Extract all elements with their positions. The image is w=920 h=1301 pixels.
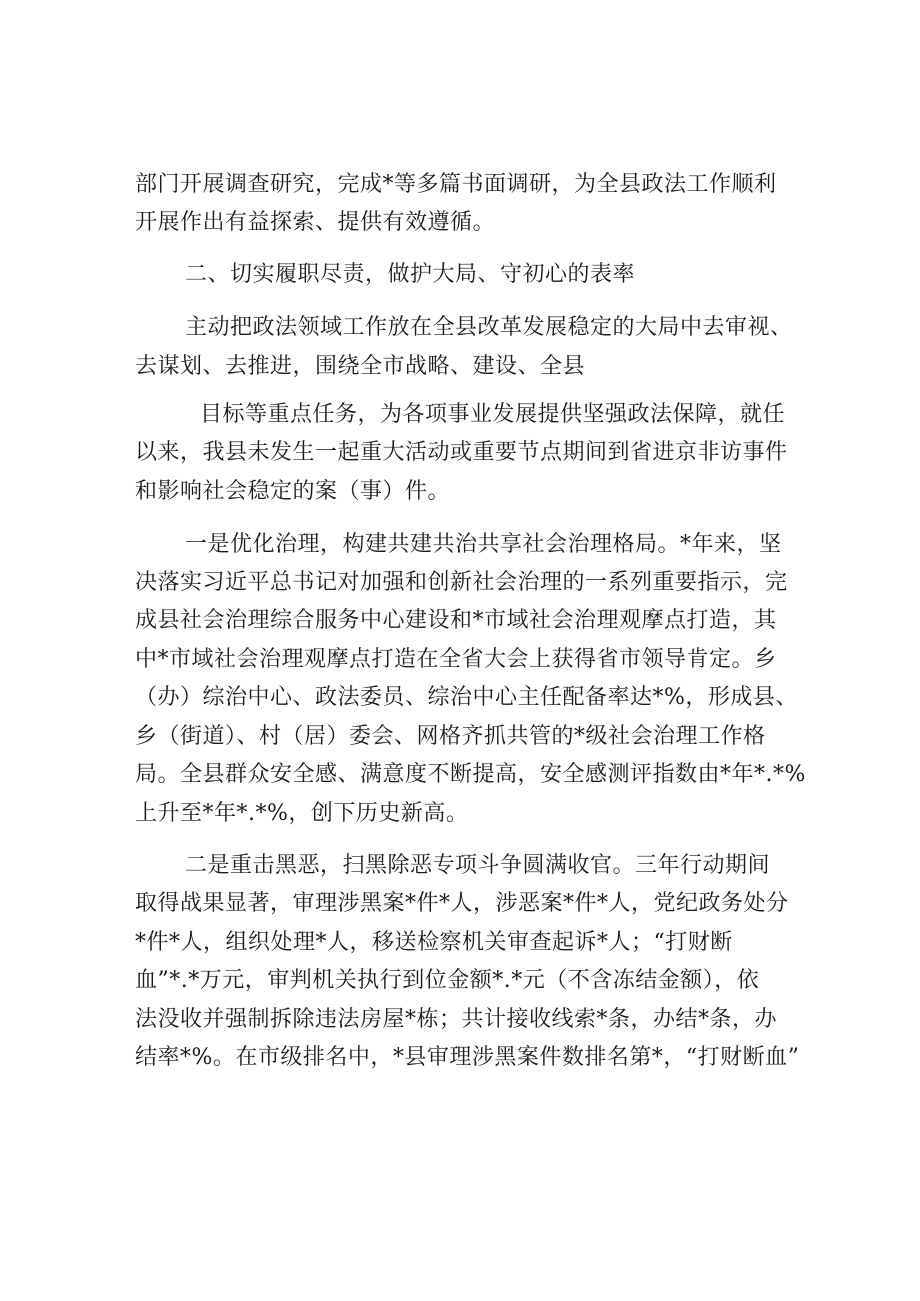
paragraph-line: 取得战果显著，审理涉黑案*件*人，涉恶案*件*人，党纪政务处分 <box>135 891 789 916</box>
paragraph-line: 中*市域社会治理观摩点打造在全省大会上获得省市领导肯定。乡 <box>135 647 777 672</box>
paragraph-line: 部门开展调查研究，完成*等多篇书面调研，为全县政法工作顺利 <box>135 172 777 197</box>
paragraph-line: 上升至*年*.*%，创下历史新高。 <box>135 801 469 826</box>
paragraph-line: （办）综治中心、政法委员、综治中心主任配备率达*%，形成县、 <box>135 685 798 710</box>
paragraph-line: 成县社会治理综合服务中心建设和*市域社会治理观摩点打造，其 <box>135 608 777 633</box>
paragraph-line: 决落实习近平总书记对加强和创新社会治理的一系列重要指示，完 <box>135 570 788 595</box>
paragraph-line: 结率*%。在市级排名中，*县审理涉黑案件数排名第*，“打财断血” <box>135 1045 800 1070</box>
paragraph-line: 去谋划、去推进，围绕全市战略、建设、全县 <box>135 354 586 379</box>
paragraph-line: 一是优化治理，构建共建共治共享社会治理格局。*年来，坚 <box>185 532 782 557</box>
paragraph-line: 以来，我县未发生一起重大活动或重要节点期间到省进京非访事件 <box>135 440 788 465</box>
section-heading: 二、切实履职尽责，做护大局、守初心的表率 <box>185 262 636 287</box>
paragraph-line: 乡（街道）、村（居）委会、网格齐抓共管的*级社会治理工作格 <box>135 724 766 749</box>
paragraph-line: 主动把政法领域工作放在全县改革发展稳定的大局中去审视、 <box>185 315 793 340</box>
paragraph-line: 血”*.*万元，审判机关执行到位金额*.*元（不含冻结金额），依 <box>135 968 760 993</box>
paragraph-line: *件*人，组织处理*人，移送检察机关审查起诉*人；“打财断 <box>135 930 733 955</box>
paragraph-line: 开展作出有益探索、提供有效遵循。 <box>135 210 496 235</box>
paragraph-line: 二是重击黑恶，扫黑除恶专项斗争圆满收官。三年行动期间 <box>185 853 771 878</box>
paragraph-line: 和影响社会稳定的案（事）件。 <box>135 479 451 504</box>
paragraph-line: 局。全县群众安全感、满意度不断提高，安全感测评指数由*年*.*% <box>135 762 806 787</box>
paragraph-line: 法没收并强制拆除违法房屋*栋；共计接收线索*条，办结*条，办 <box>135 1007 778 1032</box>
paragraph-line: 目标等重点任务，为各项事业发展提供坚强政法保障，就任 <box>200 402 786 427</box>
